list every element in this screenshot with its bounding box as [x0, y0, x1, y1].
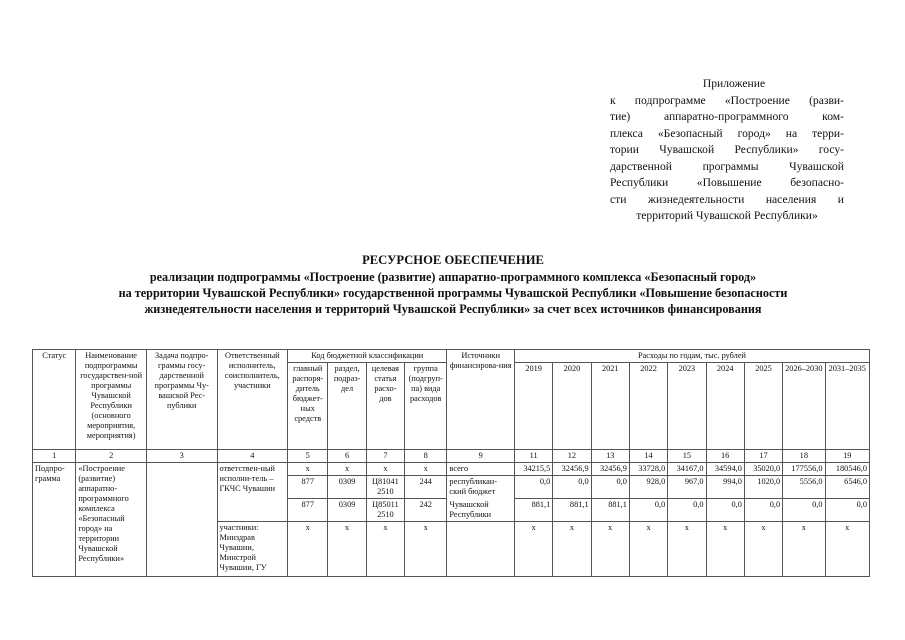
appendix-line: плекса «Безопасный город» на терри- — [610, 126, 844, 140]
cell-value: 994,0 — [706, 476, 744, 499]
column-number: 8 — [405, 450, 447, 463]
cell-value: 1020,0 — [744, 476, 782, 499]
cell-bcc-group: x — [405, 522, 447, 577]
column-number: 7 — [366, 450, 404, 463]
header-sources: Источники финансирова-ния — [447, 350, 515, 450]
column-number: 4 — [217, 450, 288, 463]
column-number: 5 — [288, 450, 328, 463]
cell-value: x — [783, 522, 825, 577]
cell-value: 35020,0 — [744, 463, 782, 476]
cell-value: 0,0 — [744, 499, 782, 522]
column-number: 11 — [514, 450, 552, 463]
document-title — [40, 252, 866, 317]
header-name: Наименование подпрограммы государствен-ной программы Чувашской Республики (основного мероприятия, мероприятия) — [76, 350, 147, 450]
row-status: Подпро-грамма — [33, 463, 76, 577]
cell-value: 6546,0 — [825, 476, 870, 499]
title-main: РЕСУРСНОЕ ОБЕСПЕЧЕНИЕ — [362, 253, 544, 267]
cell-value: 180546,0 — [825, 463, 870, 476]
cell-value: 177556,0 — [783, 463, 825, 476]
column-number: 19 — [825, 450, 870, 463]
cell-value: 34594,0 — [706, 463, 744, 476]
appendix-line: дарственной программы Чувашской — [610, 159, 844, 173]
cell-value: x — [668, 522, 706, 577]
cell-value: 0,0 — [591, 476, 629, 499]
title-line: реализации подпрограммы «Построение (развитие) аппаратно-программного комплекса «Безопасный город» — [149, 270, 757, 284]
cell-bcc-main: 877 — [288, 499, 328, 522]
row-name: «Построение (развитие) аппаратно-программного комплекса «Безопасный город» на территории Чувашской Республики» — [76, 463, 147, 577]
appendix-line: тории Чувашской Республики» госу- — [610, 143, 844, 156]
header-expenses: Расходы по годам, тыс. рублей — [514, 350, 869, 363]
cell-bcc-section: x — [328, 522, 366, 577]
cell-bcc-section: x — [328, 463, 366, 476]
header-year: 2031–2035 — [825, 363, 870, 450]
resource-table — [32, 349, 870, 577]
column-number: 12 — [553, 450, 591, 463]
cell-value: x — [706, 522, 744, 577]
cell-bcc-target: x — [366, 463, 404, 476]
cell-value: 881,1 — [553, 499, 591, 522]
header-year: 2019 — [514, 363, 552, 450]
row-executor-top: ответствен-ный исполни-тель – ГКЧС Чувашии — [217, 463, 288, 522]
appendix-line: Республики «Повышение безопасно- — [610, 176, 844, 189]
column-number: 9 — [447, 450, 515, 463]
title-line: на территории Чувашской Республики» государственной программы Чувашской Республики «Повышение безопасности — [118, 286, 788, 300]
title-line: жизнедеятельности населения и территорий Чувашской Республики» за счет всех источников финансирования — [144, 302, 762, 316]
cell-bcc-group: x — [405, 463, 447, 476]
column-number: 2 — [76, 450, 147, 463]
header-bcc-section: раздел, подраз-дел — [328, 363, 366, 450]
header-year: 2021 — [591, 363, 629, 450]
column-number: 3 — [146, 450, 217, 463]
header-bcc-group: группа (подгруп-па) вида расходов — [405, 363, 447, 450]
cell-value: 0,0 — [825, 499, 870, 522]
cell-source: республикан-ский бюджет — [447, 476, 515, 499]
cell-value: 0,0 — [514, 476, 552, 499]
cell-source — [447, 522, 515, 577]
cell-value: x — [591, 522, 629, 577]
cell-value: x — [629, 522, 667, 577]
column-number: 13 — [591, 450, 629, 463]
header-task: Задача подпро-граммы госу-дарственной программы Чу-вашской Рес-публики — [146, 350, 217, 450]
appendix-line: тие) аппаратно-программного ком- — [610, 110, 844, 123]
appendix-heading: Приложение — [702, 77, 766, 90]
appendix-line: сти жизнедеятельности населения и — [610, 192, 844, 206]
cell-value: 967,0 — [668, 476, 706, 499]
column-number: 1 — [33, 450, 76, 463]
cell-source: Чувашской Республики — [447, 499, 515, 522]
cell-value: x — [744, 522, 782, 577]
cell-bcc-main: 877 — [288, 476, 328, 499]
cell-bcc-section: 0309 — [328, 476, 366, 499]
cell-value: 0,0 — [668, 499, 706, 522]
table-row — [33, 463, 870, 476]
header-year: 2024 — [706, 363, 744, 450]
header-status: Статус — [33, 350, 76, 450]
header-year: 2023 — [668, 363, 706, 450]
row-task — [146, 463, 217, 577]
header-year: 2022 — [629, 363, 667, 450]
cell-value: x — [825, 522, 870, 577]
cell-value: 0,0 — [783, 499, 825, 522]
header-year: 2025 — [744, 363, 782, 450]
header-bcc-main: главный распоря-дитель бюджет-ных средств — [288, 363, 328, 450]
header-year: 2026–2030 — [783, 363, 825, 450]
column-number-row — [33, 450, 870, 463]
cell-value: 34215,5 — [514, 463, 552, 476]
cell-value: 32456,9 — [591, 463, 629, 476]
cell-value: 881,1 — [514, 499, 552, 522]
cell-bcc-main: x — [288, 463, 328, 476]
header-bcc-target: целевая статья расхо-дов — [366, 363, 404, 450]
row-executor-bottom: участники: Минздрав Чувашии, Минстрой Чувашии, ГУ — [217, 522, 288, 577]
cell-value: 5556,0 — [783, 476, 825, 499]
cell-bcc-section: 0309 — [328, 499, 366, 522]
cell-bcc-group: 242 — [405, 499, 447, 522]
header-year: 2020 — [553, 363, 591, 450]
cell-value: 33728,0 — [629, 463, 667, 476]
header-row — [33, 350, 870, 363]
column-number: 14 — [629, 450, 667, 463]
cell-bcc-group: 244 — [405, 476, 447, 499]
header-bcc: Код бюджетной классификации — [288, 350, 447, 363]
column-number: 15 — [668, 450, 706, 463]
cell-value: 32456,9 — [553, 463, 591, 476]
appendix-line: территорий Чувашской Республики» — [636, 209, 818, 222]
column-number: 17 — [744, 450, 782, 463]
header-executor: Ответственный исполнитель, соисполнитель, участники — [217, 350, 288, 450]
cell-value: 881,1 — [591, 499, 629, 522]
cell-value: 0,0 — [706, 499, 744, 522]
appendix-note — [610, 76, 844, 225]
cell-value: x — [514, 522, 552, 577]
column-number: 16 — [706, 450, 744, 463]
column-number: 6 — [328, 450, 366, 463]
column-number: 18 — [783, 450, 825, 463]
cell-bcc-target: Ц85011 2510 — [366, 499, 404, 522]
cell-source: всего — [447, 463, 515, 476]
cell-bcc-target: Ц81041 2510 — [366, 476, 404, 499]
cell-bcc-main: x — [288, 522, 328, 577]
cell-value: x — [553, 522, 591, 577]
cell-bcc-target: x — [366, 522, 404, 577]
cell-value: 0,0 — [553, 476, 591, 499]
appendix-line: к подпрограмме «Построение (разви- — [610, 93, 844, 107]
cell-value: 0,0 — [629, 499, 667, 522]
cell-value: 928,0 — [629, 476, 667, 499]
cell-value: 34167,0 — [668, 463, 706, 476]
